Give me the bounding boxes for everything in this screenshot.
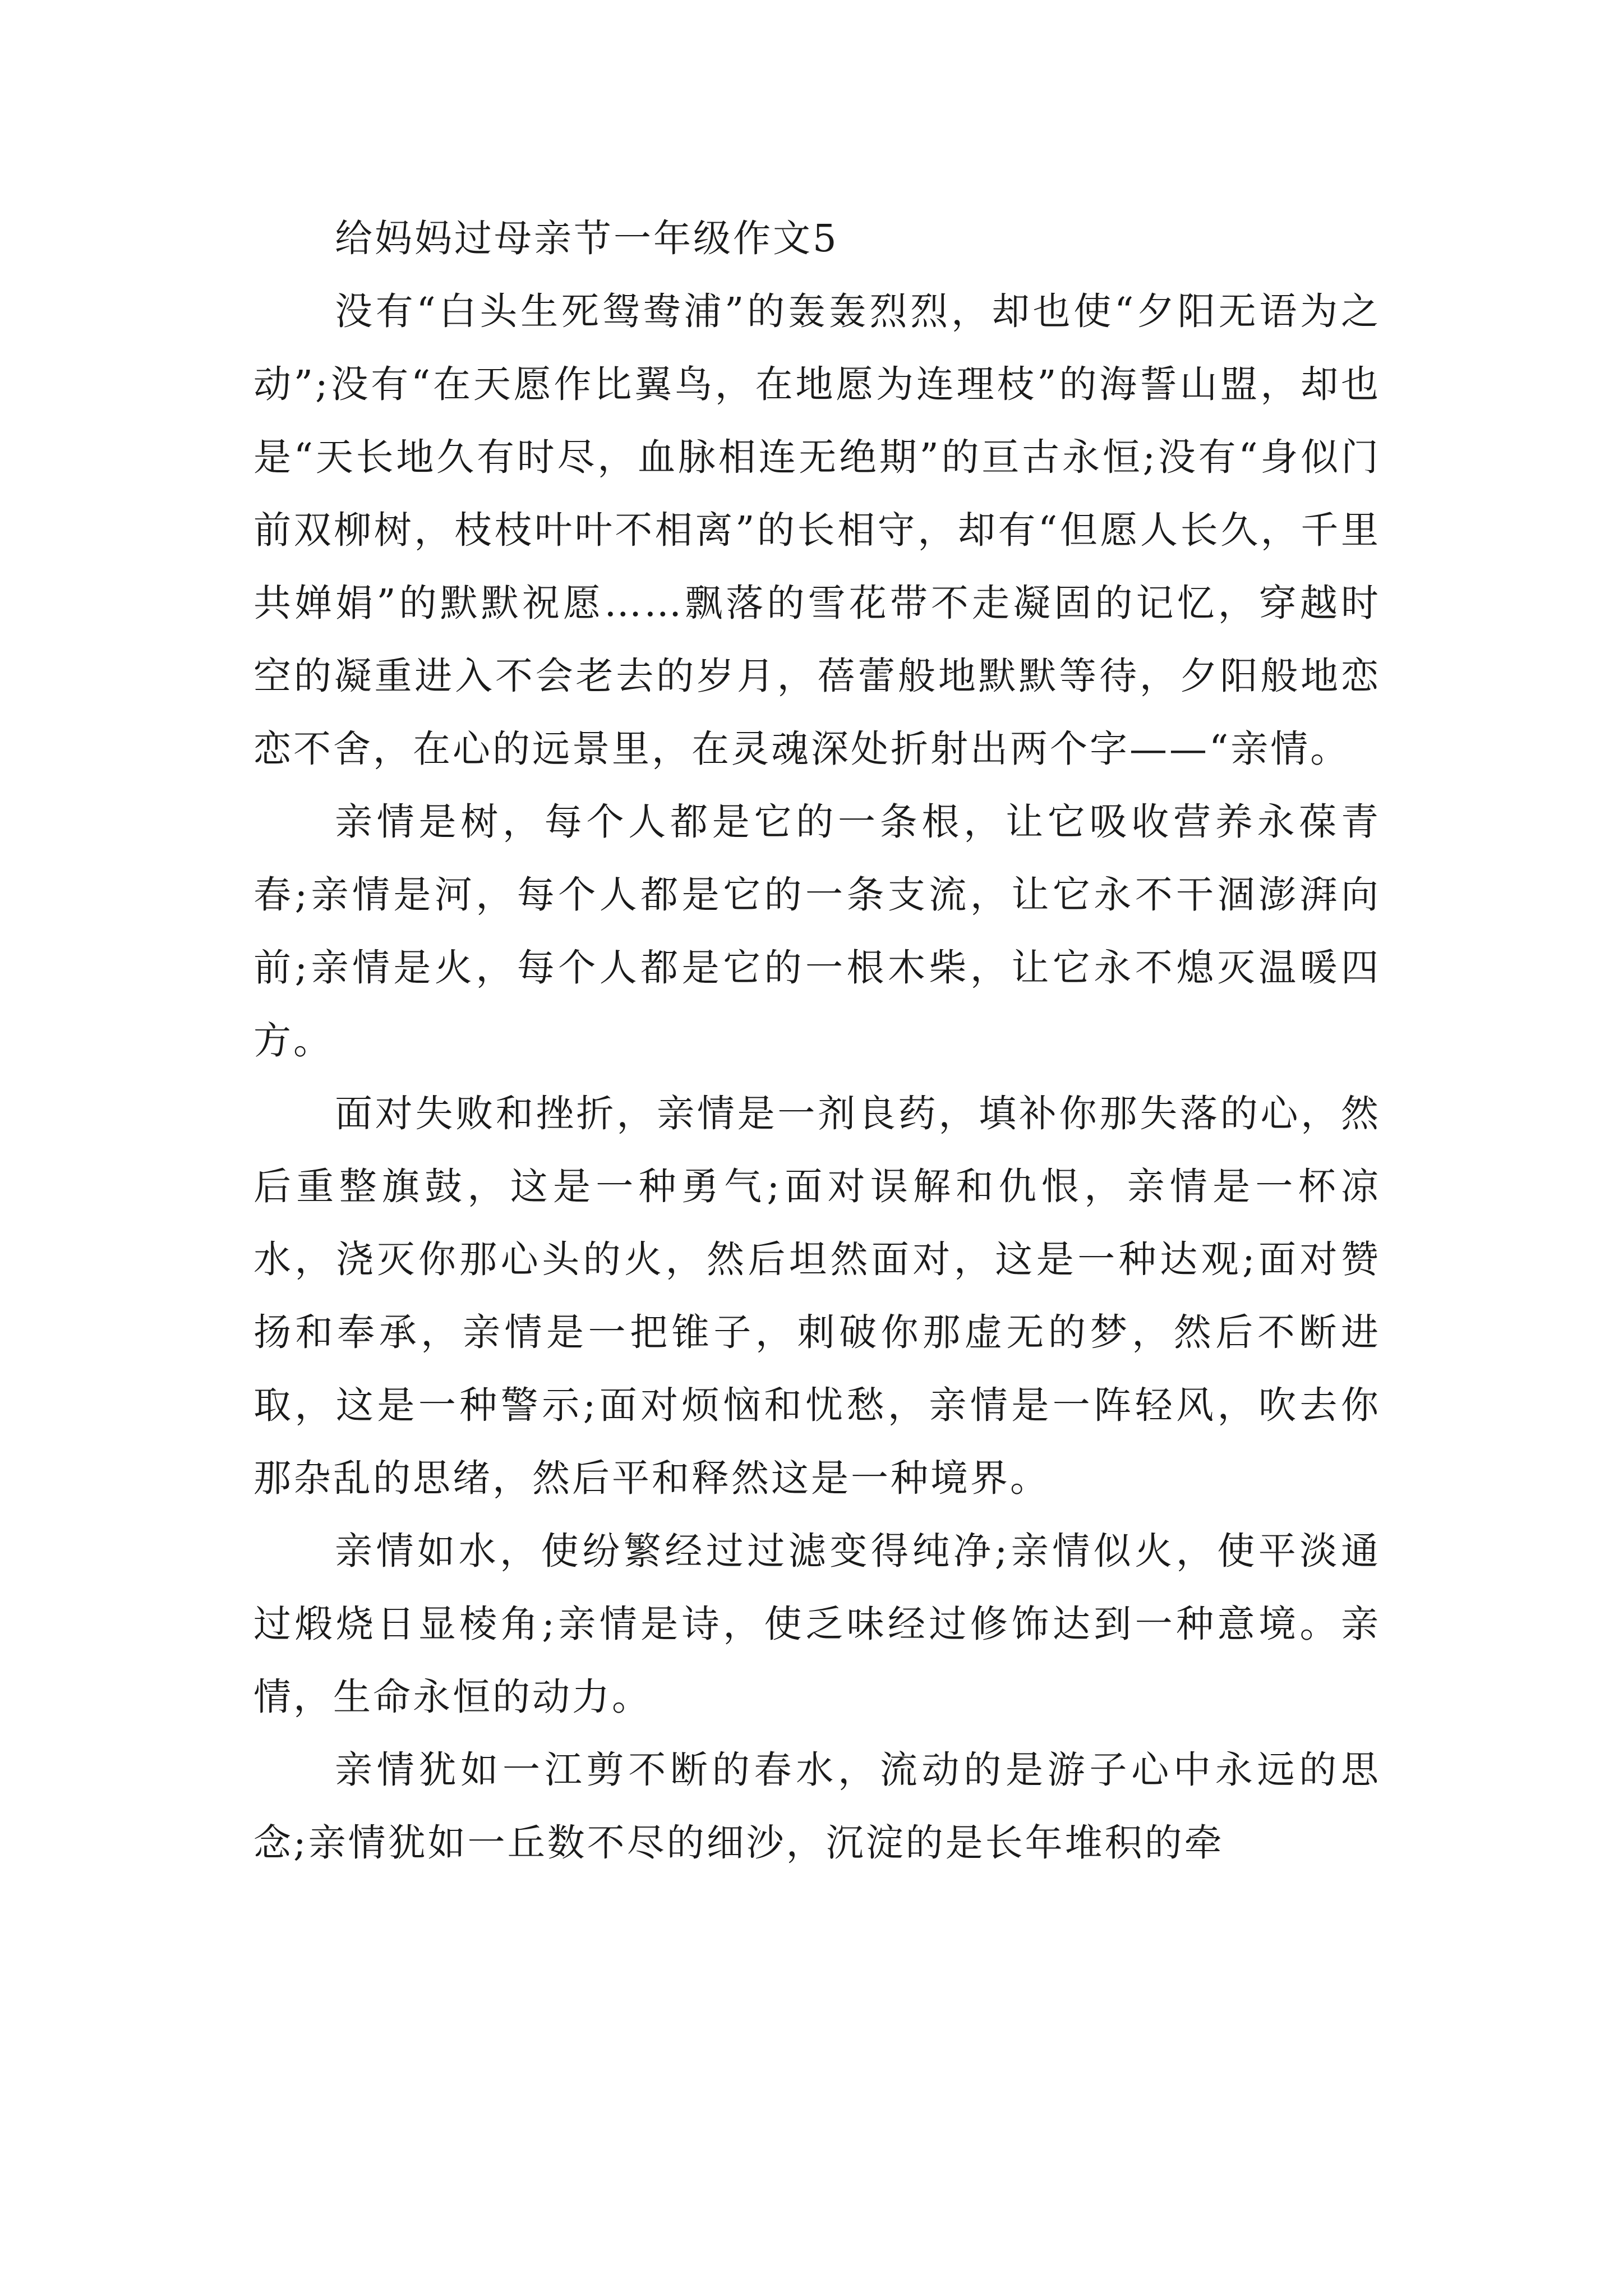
document-title: 给妈妈过母亲节一年级作文5 bbox=[335, 217, 839, 260]
paragraph-5: 亲情犹如一江剪不断的春水，流动的是游子心中永远的思念;亲情犹如一丘数不尽的细沙，沉淀的是长年堆积的牵 bbox=[253, 1748, 1381, 1865]
paragraph-4: 亲情如水，使纷繁经过过滤变得纯净;亲情似火，使平淡通过煅烧日显棱角;亲情是诗，使乏味经过修饰达到一种意境。亲情，生命永恒的动力。 bbox=[253, 1529, 1381, 1719]
document-body bbox=[253, 202, 1381, 1879]
paragraph-2: 亲情是树，每个人都是它的一条根，让它吸收营养永葆青春;亲情是河，每个人都是它的一条支流，让它永不干涸澎湃向前;亲情是火，每个人都是它的一根木柴，让它永不熄灭温暖四方。 bbox=[253, 800, 1381, 1062]
paragraph-1: 没有“白头生死鸳鸯浦”的轰轰烈烈，却也使“夕阳无语为之动”;没有“在天愿作比翼鸟，在地愿为连理枝”的海誓山盟，却也是“天长地久有时尽，血脉相连无绝期”的亘古永恒;没有“身似门前双柳树，枝枝叶叶不相离”的长相守，却有“但愿人长久，千里共婵娟”的默默祝愿……飘落的雪花带不走凝固的记忆，穿越时空的凝重进入不会老去的岁月，蓓蕾般地默默等待，夕阳般地恋恋不舍，在心的远景里，在灵魂深处折射出两个字——“亲情。 bbox=[253, 289, 1381, 771]
paragraph-3: 面对失败和挫折，亲情是一剂良药，填补你那失落的心，然后重整旗鼓，这是一种勇气;面对误解和仇恨，亲情是一杯凉水，浇灭你那心头的火，然后坦然面对，这是一种达观;面对赞扬和奉承，亲情是一把锥子，刺破你那虚无的梦，然后不断进取，这是一种警示;面对烦恼和忧愁，亲情是一阵轻风，吹去你那杂乱的思绪，然后平和释然这是一种境界。 bbox=[253, 1092, 1381, 1500]
